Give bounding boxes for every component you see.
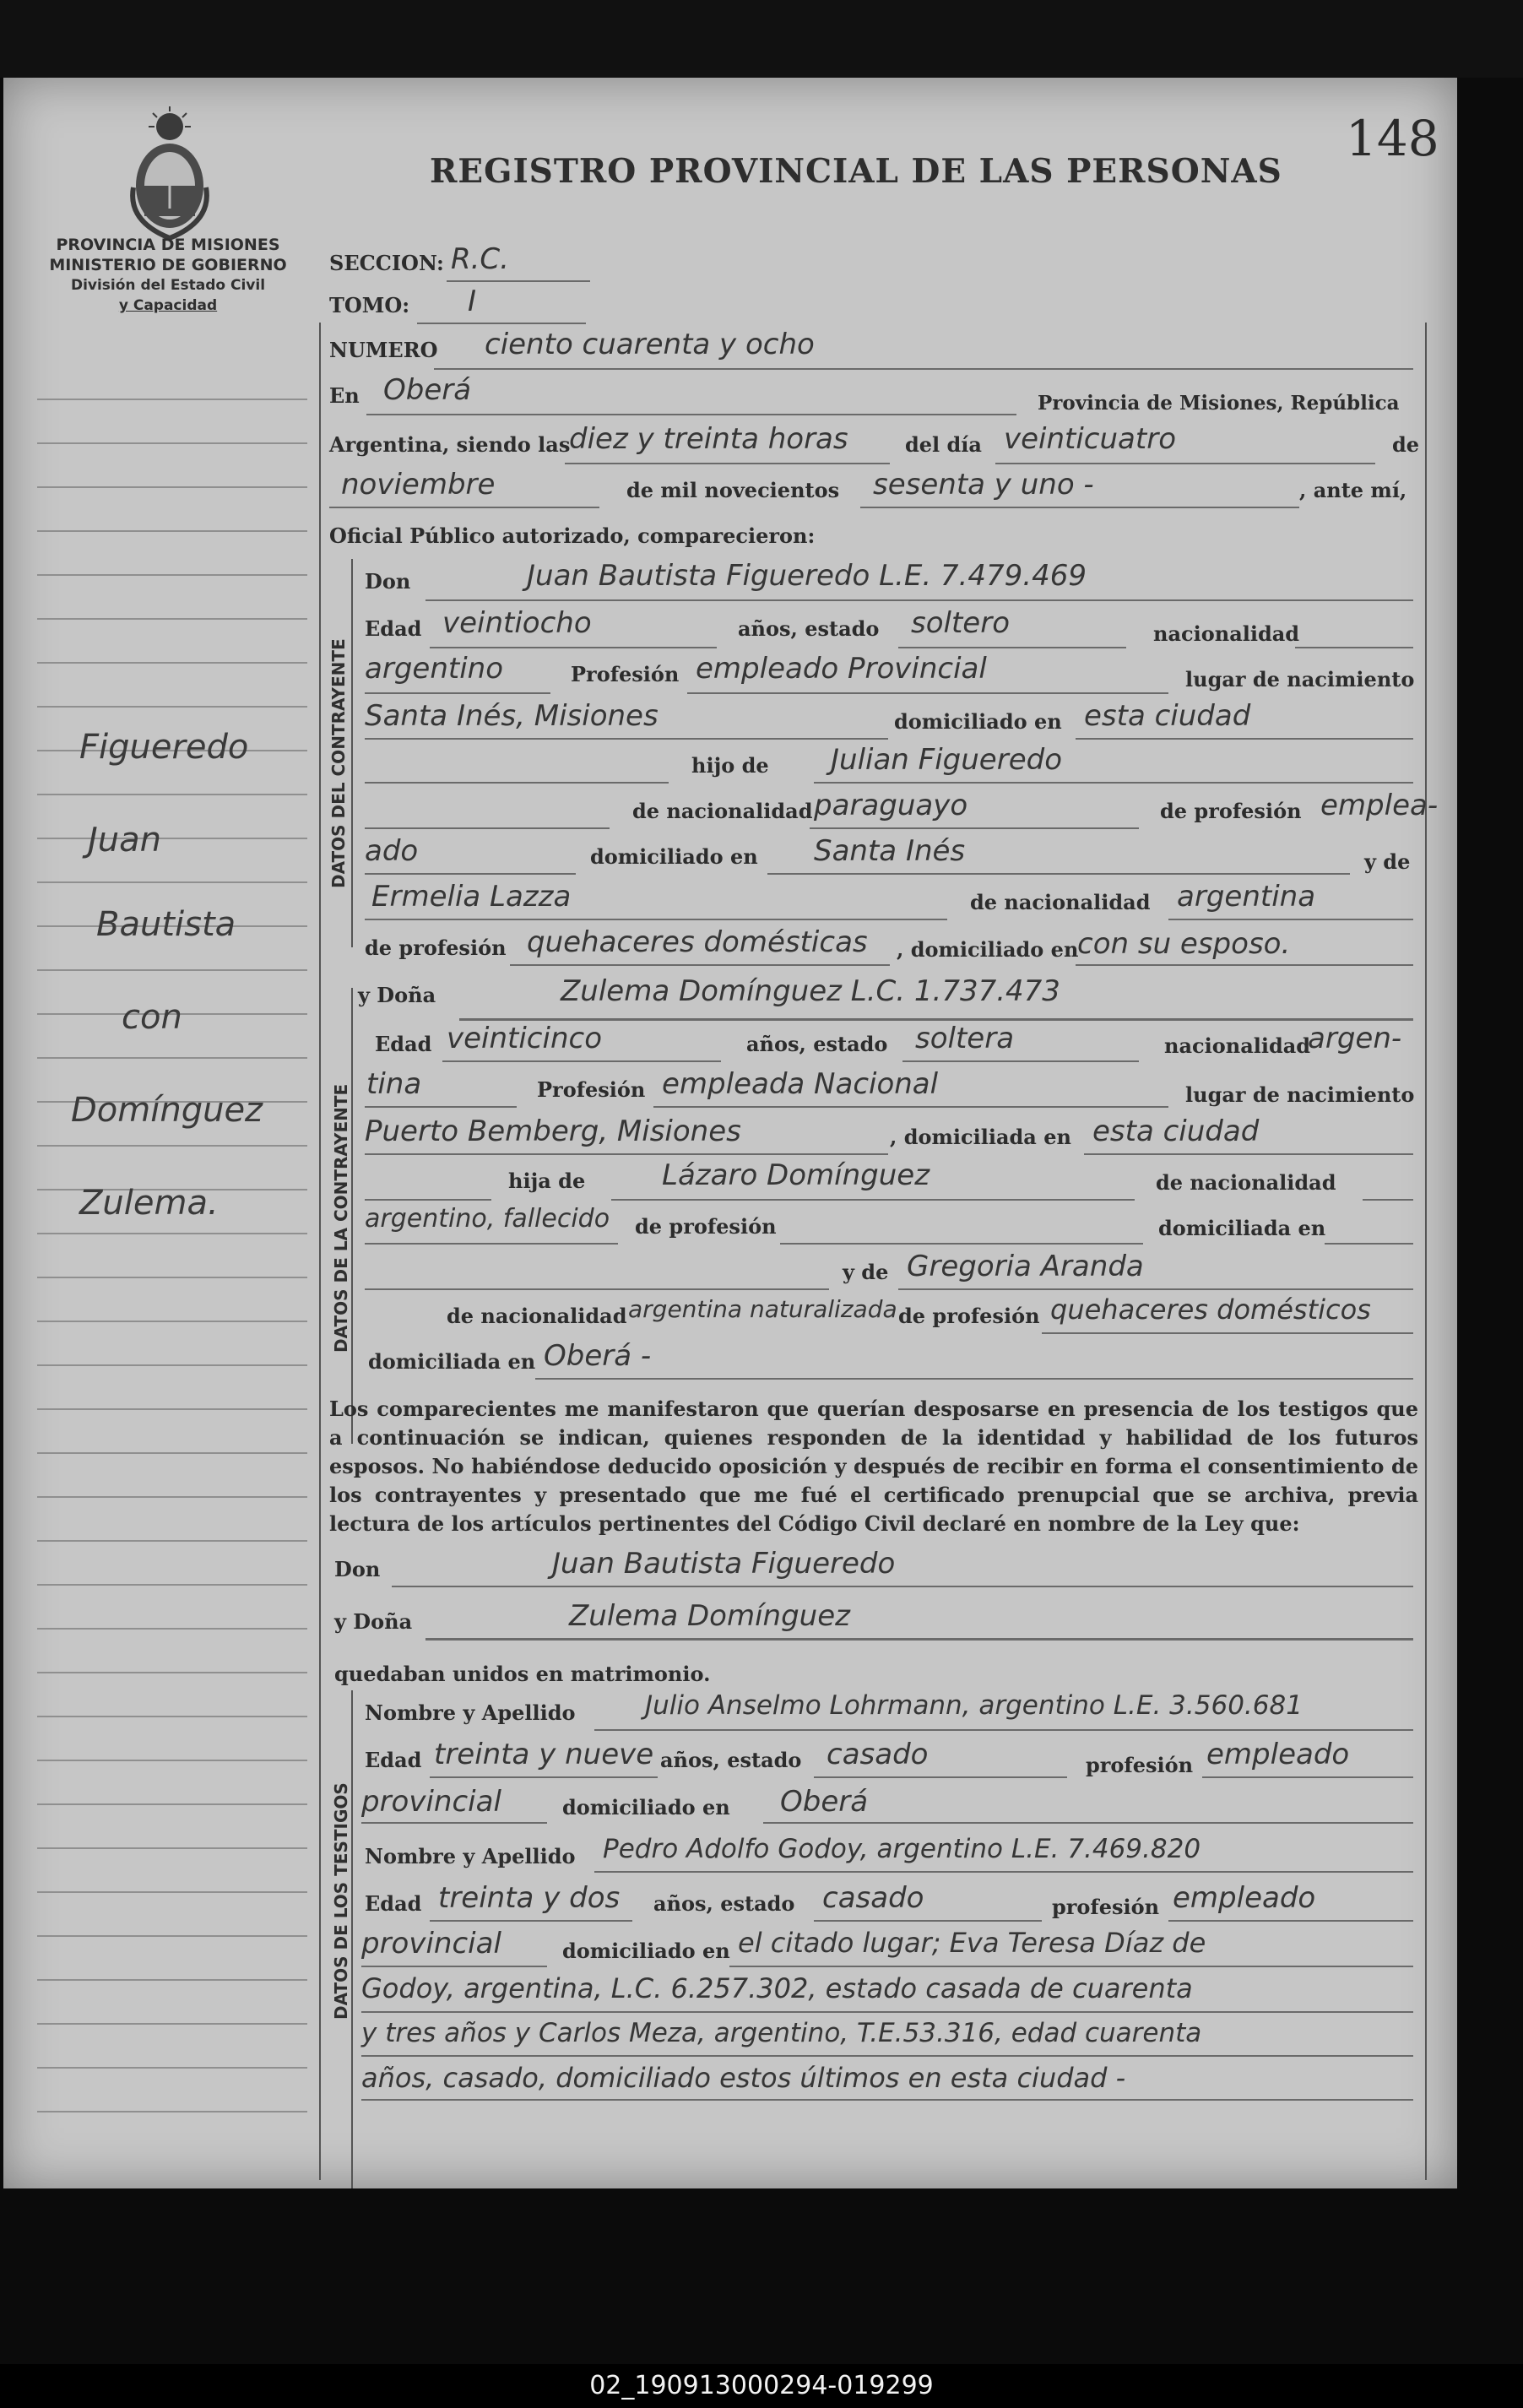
don-label: Don [334, 1557, 381, 1581]
unidos-label: quedaban unidos en matrimonio. [334, 1662, 711, 1686]
domiciliado-label: domiciliado en [562, 1939, 730, 1963]
profesion-label: profesión [1052, 1895, 1160, 1919]
prof-madre-value: quehaceres domésticas [527, 925, 868, 959]
prof-madre-label: de profesión [898, 1304, 1040, 1328]
domiciliada-label: , domiciliada en [890, 1125, 1071, 1149]
nac-padre-label: de nacionalidad [632, 799, 813, 823]
prof-padre-label: de profesión [1160, 799, 1302, 823]
profesion-label: profesión [1086, 1753, 1194, 1777]
profesion-label: Profesión [537, 1077, 646, 1102]
testigos-extra-line: Godoy, argentina, L.C. 6.257.302, estado casada de cuarenta [361, 1972, 1193, 2004]
margin-note: Bautista [96, 905, 236, 944]
testigos-extra-line: y tres años y Carlos Meza, argentino, T.E.53.316, edad cuarenta [361, 2018, 1202, 2048]
numero-label: NUMERO [329, 338, 438, 362]
edad-value: veinticinco [447, 1022, 602, 1055]
dom-madre-value: con su esposo. [1077, 927, 1291, 961]
testigos-extra-line: años, casado, domiciliado estos últimos en esta ciudad - [361, 2062, 1126, 2094]
nacionalidad-label: nacionalidad [1164, 1033, 1311, 1058]
nacionalidad-label: nacionalidad [1153, 621, 1300, 646]
nombre-label: Nombre y Apellido [365, 1700, 576, 1725]
seccion-label: SECCION: [329, 251, 444, 275]
section-label-contrayente-f: DATOS DE LA CONTRAYENTE [331, 1083, 351, 1353]
coat-of-arms-icon [123, 103, 216, 247]
domiciliado-label: domiciliado en [562, 1795, 730, 1820]
testigo1-profesion: empleado [1206, 1738, 1350, 1771]
en-label: En [329, 383, 360, 408]
dona-label: y Doña [334, 1609, 413, 1634]
dona-label: y Doña [358, 983, 436, 1007]
prof-madre-value: quehaceres domésticos [1050, 1293, 1371, 1326]
oficial-label: Oficial Público autorizado, comparecieron: [329, 523, 816, 548]
argentina-label: Argentina, siendo las [329, 432, 571, 457]
nac-padre-value: argentino, fallecido [365, 1204, 610, 1234]
hora-value: diez y treinta horas [569, 422, 848, 456]
dom-madre-label: domiciliada en [368, 1349, 536, 1374]
en-value: Oberá [383, 373, 472, 407]
dona-value: Zulema Domínguez L.C. 1.737.473 [561, 974, 1060, 1008]
testigo2-estado: casado [822, 1881, 924, 1915]
margin-note: Zulema. [79, 1184, 219, 1223]
page-number: 148 [1346, 110, 1439, 167]
document-page [3, 78, 1457, 2188]
declaration-text: Los comparecientes me manifestaron que querían desposarse en presencia de los testigos que a continuación se indican, quienes responden de la identidad y habilidad de los futuros esposos. No habiéndose deducido oposición y después de recibir en forma el consentimiento de los contrayentes y presentado que me fué el certificado prenupcial que se archiva, previa lectura de los artículos pertinentes del Código Civil declaré en nombre de la Ley que: [329, 1397, 1418, 1536]
section-label-testigos: DATOS DE LOS TESTIGOS [331, 1782, 351, 2020]
de-mil-label: de mil novecientos [626, 478, 840, 502]
testigo1-edad: treinta y nueve [434, 1738, 654, 1771]
dom-madre-label: , domiciliado en [897, 937, 1079, 962]
profesion-label: Profesión [571, 662, 680, 686]
anios-estado-label: años, estado [660, 1748, 802, 1772]
testigo1-estado: casado [827, 1738, 929, 1771]
nac-madre-label: de nacionalidad [447, 1304, 627, 1328]
seccion-value: R.C. [451, 242, 509, 276]
margin-note: Juan [88, 821, 162, 860]
edad-label: Edad [375, 1032, 432, 1056]
ante-mi-label: , ante mí, [1299, 478, 1407, 502]
domicilio-value: esta ciudad [1084, 699, 1251, 733]
edad-label: Edad [365, 1748, 422, 1772]
nacionalidad-value: argen- [1308, 1022, 1402, 1055]
institution-line: PROVINCIA DE MISIONES [56, 236, 280, 254]
yde-label: y de [843, 1260, 889, 1284]
file-id-label: 02_190913000294-019299 [0, 2364, 1523, 2408]
testigo2-profesion: empleado [1173, 1881, 1316, 1915]
domicilio-value: esta ciudad [1092, 1115, 1260, 1148]
testigo2-profesion-cont: provincial [361, 1927, 501, 1961]
tomo-value: I [468, 285, 477, 318]
prof-padre-value: emplea- [1320, 789, 1439, 822]
nacionalidad-value: argentino [365, 652, 503, 686]
madre-value: Gregoria Aranda [907, 1250, 1144, 1283]
nac-madre-value: argentina [1177, 880, 1316, 914]
provincia-text: Provincia de Misiones, República [1038, 392, 1400, 415]
lugar-value: Puerto Bemberg, Misiones [365, 1115, 741, 1148]
nombre-label: Nombre y Apellido [365, 1844, 576, 1868]
anios-estado-label: años, estado [653, 1891, 795, 1916]
anios-estado-label: años, estado [738, 616, 880, 641]
edad-label: Edad [365, 1891, 422, 1916]
margin-note: con [122, 998, 182, 1037]
de-label: de [1392, 432, 1420, 457]
edad-label: Edad [365, 616, 422, 641]
institution-line: MINISTERIO DE GOBIERNO [49, 256, 287, 274]
lugar-label: lugar de nacimiento [1185, 667, 1415, 691]
don-value: Juan Bautista Figueredo [552, 1547, 896, 1581]
padre-value: Lázaro Domínguez [662, 1158, 930, 1192]
dia-value: veinticuatro [1004, 422, 1176, 456]
nac-padre-value: paraguayo [814, 789, 968, 822]
hija-label: hija de [508, 1169, 586, 1193]
numero-value: ciento cuarenta y ocho [485, 328, 815, 361]
testigo1-nombre: Julio Anselmo Lohrmann, argentino L.E. 3.560.681 [645, 1690, 1303, 1721]
prof-padre-value-cont: ado [365, 834, 419, 868]
testigo2-edad: treinta y dos [438, 1881, 621, 1915]
testigo2-nombre: Pedro Adolfo Godoy, argentino L.E. 7.469.820 [603, 1834, 1201, 1864]
del-dia-label: del día [905, 432, 982, 457]
estado-value: soltero [911, 606, 1010, 640]
lugar-value: Santa Inés, Misiones [365, 699, 659, 733]
institution-line: División del Estado Civil [70, 277, 266, 294]
institution-block [29, 235, 307, 316]
lugar-label: lugar de nacimiento [1185, 1082, 1415, 1107]
prof-padre-label: de profesión [635, 1214, 777, 1239]
scanner-background [0, 0, 1523, 78]
madre-value: Ermelia Lazza [371, 880, 572, 914]
anios-estado-label: años, estado [746, 1032, 888, 1056]
testigo2-domicilio: el citado lugar; Eva Teresa Díaz de [738, 1927, 1206, 1959]
section-label-contrayente: DATOS DEL CONTRAYENTE [328, 638, 349, 888]
tomo-label: TOMO: [329, 293, 410, 317]
dom-padre-label: domiciliada en [1158, 1216, 1326, 1240]
edad-value: veintiocho [442, 606, 592, 640]
prof-madre-label: de profesión [365, 936, 507, 960]
nac-madre-label: de nacionalidad [970, 890, 1151, 914]
margin-note: Domínguez [71, 1091, 263, 1130]
profesion-value: empleado Provincial [696, 652, 987, 686]
dona-value: Zulema Domínguez [569, 1599, 850, 1633]
yde-label: y de [1364, 849, 1411, 874]
mes-value: noviembre [341, 468, 496, 502]
domiciliado-label: domiciliado en [894, 709, 1062, 734]
testigo1-profesion-cont: provincial [361, 1785, 501, 1819]
nacionalidad-value-cont: tina [366, 1067, 422, 1101]
estado-value: soltera [915, 1022, 1015, 1055]
profesion-value: empleada Nacional [662, 1067, 939, 1101]
dom-madre-value: Oberá - [544, 1339, 652, 1373]
don-label: Don [365, 569, 411, 594]
hijo-label: hijo de [691, 753, 769, 778]
institution-line: y Capacidad [118, 297, 218, 314]
dom-padre-label: domiciliado en [590, 844, 758, 869]
dom-padre-value: Santa Inés [814, 834, 966, 868]
anio-value: sesenta y uno - [873, 468, 1094, 502]
nac-madre-value: argentina naturalizada [628, 1295, 897, 1323]
testigo1-domicilio: Oberá [780, 1785, 869, 1819]
nac-padre-label: de nacionalidad [1156, 1170, 1336, 1195]
don-value: Juan Bautista Figueredo L.E. 7.479.469 [527, 559, 1087, 593]
document-title: REGISTRO PROVINCIAL DE LAS PERSONAS [430, 152, 1282, 191]
margin-note: Figueredo [79, 728, 249, 767]
padre-value: Julian Figueredo [831, 743, 1062, 777]
